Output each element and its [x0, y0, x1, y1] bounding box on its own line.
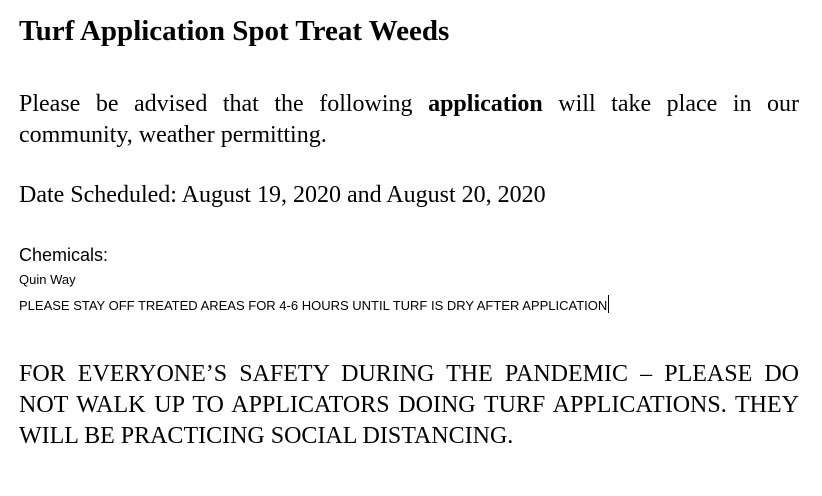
date-scheduled: Date Scheduled: August 19, 2020 and August 20, 2020 — [19, 182, 546, 208]
chemicals-label: Chemicals: — [19, 245, 109, 265]
chemical-item: Quin Way — [19, 272, 76, 287]
notice-text-start: Please be advised that the following — [19, 91, 429, 117]
application-notice — [19, 89, 799, 151]
stay-off-notice[interactable] — [19, 295, 609, 314]
document-title: Turf Application Spot Treat Weeds — [19, 15, 450, 47]
notice-bold-word: application — [428, 91, 543, 117]
safety-notice: FOR EVERYONE’S SAFETY DURING THE PANDEMIC – PLEASE DO NOT WALK UP TO APPLICATORS DOING TURF APPLICATIONS. THEY WILL BE PRACTICING SOCIAL DISTANCING. — [19, 361, 799, 449]
notice-text-end: will take place in our community, weather permitting. — [19, 91, 800, 148]
text-cursor — [608, 295, 609, 313]
stay-off-text: PLEASE STAY OFF TREATED AREAS FOR 4-6 HOURS UNTIL TURF IS DRY AFTER APPLICATION — [19, 298, 608, 313]
